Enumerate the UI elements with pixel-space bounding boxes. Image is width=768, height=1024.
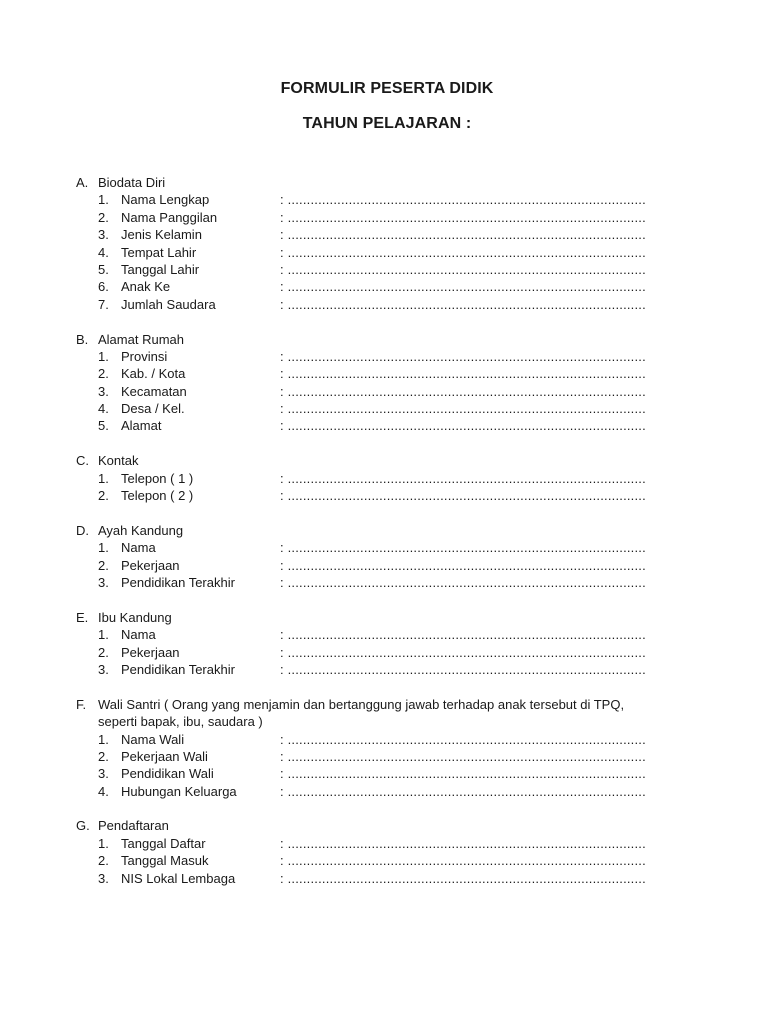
field-label: Nama Lengkap <box>121 192 210 208</box>
form-field-row <box>76 644 716 661</box>
form-field-row <box>76 348 716 365</box>
form-field-row <box>76 557 716 574</box>
form-field-row <box>76 191 716 208</box>
field-label: Tanggal Masuk <box>121 853 209 869</box>
section-title: Ayah Kandung <box>98 522 184 538</box>
form-field-row <box>76 296 716 313</box>
field-number: 2. <box>98 366 109 382</box>
field-fill-line[interactable]: : .............................................................................................. <box>280 835 646 851</box>
field-number: 2. <box>98 853 109 869</box>
field-label: Nama <box>121 627 156 643</box>
form-field-row <box>76 365 716 382</box>
section-letter: E. <box>76 609 89 625</box>
field-fill-line[interactable]: : .............................................................................................. <box>280 348 646 364</box>
field-fill-line[interactable]: : .............................................................................................. <box>280 401 646 417</box>
section-letter: C. <box>76 453 89 469</box>
form-field-row <box>76 835 716 852</box>
field-label: Pekerjaan <box>121 557 180 573</box>
form-section <box>76 696 716 800</box>
form-field-row <box>76 226 716 243</box>
field-number: 1. <box>98 627 109 643</box>
field-fill-line[interactable]: : .............................................................................................. <box>280 731 646 747</box>
field-number: 2. <box>98 748 109 764</box>
field-fill-line[interactable]: : .............................................................................................. <box>280 540 646 556</box>
field-number: 4. <box>98 401 109 417</box>
section-title: Ibu Kandung <box>98 609 172 625</box>
field-number: 3. <box>98 574 109 590</box>
field-label: Anak Ke <box>121 279 171 295</box>
field-label: Provinsi <box>121 348 168 364</box>
section-title: Alamat Rumah <box>98 331 184 347</box>
field-fill-line[interactable]: : .............................................................................................. <box>280 383 646 399</box>
field-fill-line[interactable]: : .............................................................................................. <box>280 766 646 782</box>
field-label: Hubungan Keluarga <box>121 783 237 799</box>
field-number: 2. <box>98 557 109 573</box>
field-number: 2. <box>98 644 109 660</box>
field-number: 1. <box>98 348 109 364</box>
field-number: 3. <box>98 227 109 243</box>
form-field-row <box>76 852 716 869</box>
field-fill-line[interactable]: : .............................................................................................. <box>280 574 646 590</box>
field-label: Telepon ( 2 ) <box>121 488 194 504</box>
section-title: Wali Santri ( Orang yang menjamin dan bertanggung jawab terhadap anak tersebut di TPQ, <box>98 696 625 712</box>
form-field-row <box>76 870 716 887</box>
field-fill-line[interactable]: : .............................................................................................. <box>280 244 646 260</box>
field-label: Pekerjaan Wali <box>121 748 208 764</box>
field-number: 4. <box>98 244 109 260</box>
field-label: Nama Wali <box>121 731 185 747</box>
form-field-row <box>76 417 716 434</box>
form-field-row <box>76 278 716 295</box>
form-field-row <box>76 400 716 417</box>
section-heading <box>76 452 716 469</box>
field-label: Nama <box>121 540 156 556</box>
form-field-row <box>76 209 716 226</box>
field-number: 2. <box>98 488 109 504</box>
field-fill-line[interactable]: : .............................................................................................. <box>280 296 646 312</box>
field-number: 6. <box>98 279 109 295</box>
field-label: Pendidikan Terakhir <box>121 574 235 590</box>
field-fill-line[interactable]: : .............................................................................................. <box>280 748 646 764</box>
form-section <box>76 174 716 313</box>
field-number: 5. <box>98 261 109 277</box>
section-letter: A. <box>76 175 89 190</box>
form-field-row <box>76 244 716 261</box>
field-number: 1. <box>98 470 109 486</box>
section-title: Kontak <box>98 453 139 469</box>
field-fill-line[interactable]: : .............................................................................................. <box>280 661 646 677</box>
form-field-row <box>76 539 716 556</box>
section-letter: D. <box>76 522 89 538</box>
field-label: Alamat <box>121 418 162 434</box>
field-fill-line[interactable]: : .............................................................................................. <box>280 366 646 382</box>
form-title: FORMULIR PESERTA DIDIK <box>280 80 494 97</box>
form-section <box>76 522 716 592</box>
field-number: 3. <box>98 870 109 886</box>
form-section <box>76 817 716 887</box>
field-label: Pendidikan Wali <box>121 766 214 782</box>
form-field-row <box>76 574 716 591</box>
field-label: Kab. / Kota <box>121 366 186 382</box>
field-fill-line[interactable]: : .............................................................................................. <box>280 279 646 295</box>
field-label: Desa / Kel. <box>121 401 185 417</box>
field-fill-line[interactable]: : .............................................................................................. <box>280 870 646 886</box>
form-field-row <box>76 748 716 765</box>
field-number: 1. <box>98 731 109 747</box>
field-label: Kecamatan <box>121 383 187 399</box>
field-fill-line[interactable]: : .............................................................................................. <box>280 418 646 434</box>
form-field-row <box>76 626 716 643</box>
field-fill-line[interactable]: : .............................................................................................. <box>280 261 646 277</box>
field-number: 3. <box>98 661 109 677</box>
field-fill-line[interactable]: : .............................................................................................. <box>280 557 646 573</box>
section-heading <box>76 522 716 539</box>
form-field-row <box>76 383 716 400</box>
field-number: 3. <box>98 766 109 782</box>
field-fill-line[interactable]: : .............................................................................................. <box>280 209 646 225</box>
section-heading <box>76 696 716 713</box>
form-field-row <box>76 470 716 487</box>
form-body <box>76 174 716 904</box>
section-letter: G. <box>76 818 90 834</box>
field-label: NIS Lokal Lembaga <box>121 870 236 886</box>
section-heading <box>76 609 716 626</box>
field-label: Nama Panggilan <box>121 209 218 225</box>
form-section <box>76 331 716 435</box>
field-number: 1. <box>98 835 109 851</box>
section-letter: F. <box>76 696 87 712</box>
section-heading <box>76 817 716 834</box>
field-number: 3. <box>98 383 109 399</box>
field-fill-line[interactable]: : .............................................................................................. <box>280 227 646 243</box>
field-label: Telepon ( 1 ) <box>121 470 194 486</box>
section-title-continuation: seperti bapak, ibu, saudara ) <box>98 714 263 730</box>
field-label: Tanggal Daftar <box>121 835 206 851</box>
section-title: Pendaftaran <box>98 818 169 834</box>
field-fill-line[interactable]: : .............................................................................................. <box>280 644 646 660</box>
section-title: Biodata Diri <box>98 175 166 190</box>
field-number: 4. <box>98 783 109 799</box>
field-number: 1. <box>98 540 109 556</box>
form-section <box>76 452 716 504</box>
field-label: Pendidikan Terakhir <box>121 661 235 677</box>
form-field-row <box>76 487 716 504</box>
field-fill-line[interactable]: : .............................................................................................. <box>280 470 646 486</box>
field-number: 5. <box>98 418 109 434</box>
form-section <box>76 609 716 679</box>
form-field-row <box>76 765 716 782</box>
field-fill-line[interactable]: : .............................................................................................. <box>280 192 646 208</box>
form-field-row <box>76 661 716 678</box>
field-label: Tanggal Lahir <box>121 261 200 277</box>
field-label: Pekerjaan <box>121 644 180 660</box>
form-field-row <box>76 783 716 800</box>
field-label: Jenis Kelamin <box>121 227 202 243</box>
field-number: 7. <box>98 296 109 312</box>
form-field-row <box>76 261 716 278</box>
section-letter: B. <box>76 331 89 347</box>
field-number: 2. <box>98 209 109 225</box>
field-fill-line[interactable]: : .............................................................................................. <box>280 627 646 643</box>
form-field-row <box>76 731 716 748</box>
field-fill-line[interactable]: : .............................................................................................. <box>280 783 646 799</box>
field-label: Jumlah Saudara <box>121 296 216 312</box>
field-fill-line[interactable]: : .............................................................................................. <box>280 853 646 869</box>
section-heading <box>76 174 716 191</box>
field-label: Tempat Lahir <box>121 244 197 260</box>
section-heading <box>76 331 716 348</box>
field-fill-line[interactable]: : .............................................................................................. <box>280 488 646 504</box>
academic-year-title: TAHUN PELAJARAN : <box>302 115 472 132</box>
field-number: 1. <box>98 192 109 208</box>
